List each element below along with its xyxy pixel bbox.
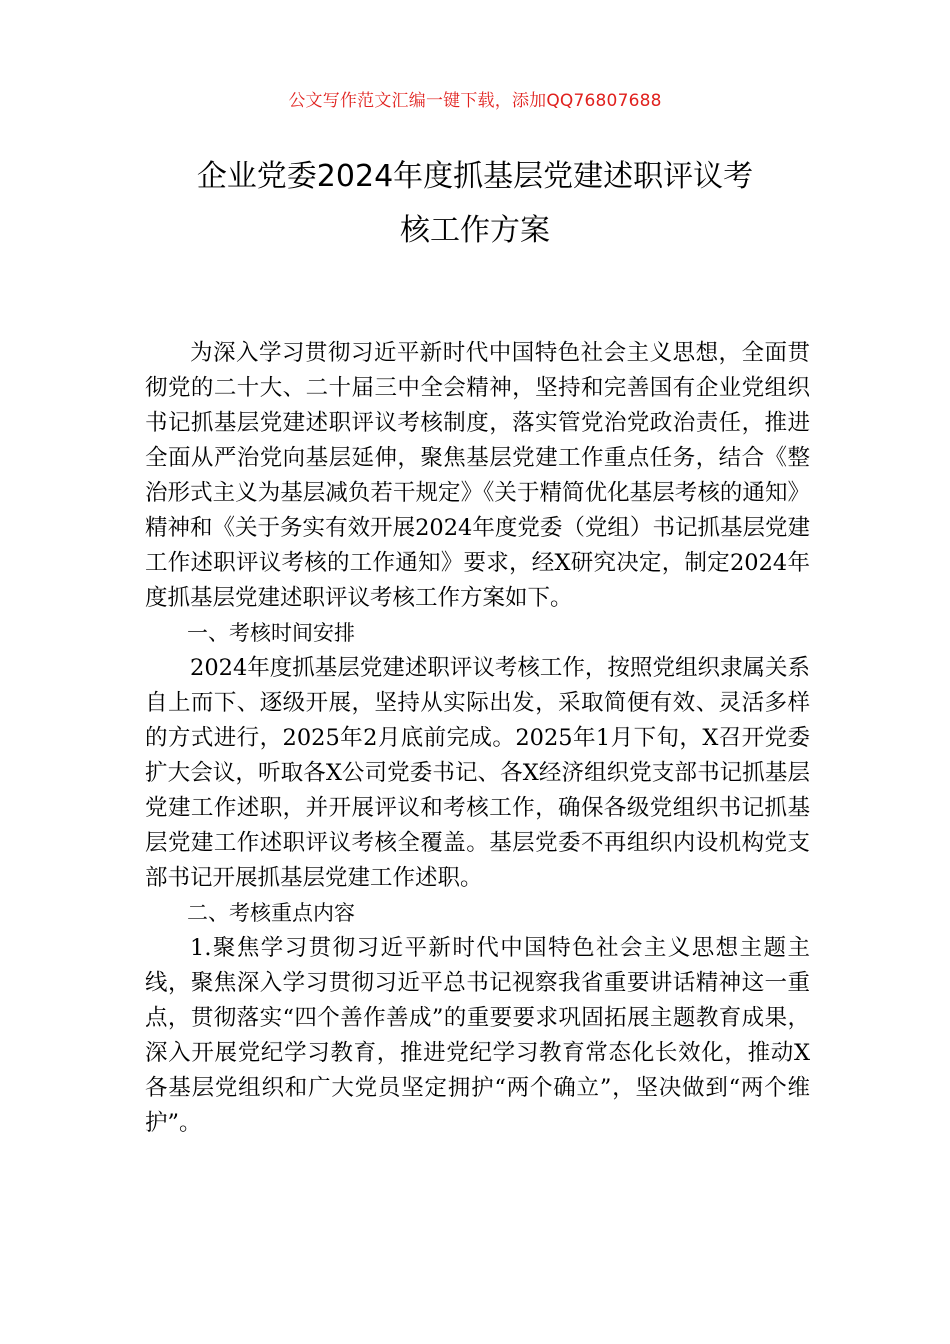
header-download-note: 公文写作范文汇编一键下载，添加QQ76807688 xyxy=(288,91,662,111)
section-heading-schedule: 一、考核时间安排 xyxy=(187,621,355,645)
title-line-2: 核工作方案 xyxy=(400,213,550,248)
schedule-paragraph: 2024年度抓基层党建述职评议考核工作，按照党组织隶属关系自上而下、逐级开展，坚持从实际出发，采取简便有效、灵活多样的方式进行，2025年2月底前完成。2025年1月下旬，X召开党委扩大会议，听取各X公司党委书记、各X经济组织党支部书记抓基层党建工作述职，并开展评议和考核工作，确保各级党组织书记抓基层党建工作述职评议考核全覆盖。基层党委不再组织内设机构党支部书记开展抓基层党建工作述职。 xyxy=(145,655,810,891)
document-title xyxy=(145,150,805,258)
title-line-1: 企业党委2024年度抓基层党建述职评议考 xyxy=(196,159,754,194)
document-body xyxy=(145,336,810,1141)
section-heading-content: 二、考核重点内容 xyxy=(187,901,355,925)
content-item-1-paragraph: 1.聚焦学习贯彻习近平新时代中国特色社会主义思想主题主线，聚焦深入学习贯彻习近平总书记视察我省重要讲话精神这一重点，贯彻落实“四个善作善成”的重要要求巩固拓展主题教育成果，深入开展党纪学习教育，推进党纪学习教育常态化长效化，推动X各基层党组织和广大党员坚定拥护“两个确立”，坚决做到“两个维护”。 xyxy=(145,935,810,1136)
intro-paragraph: 为深入学习贯彻习近平新时代中国特色社会主义思想，全面贯彻党的二十大、二十届三中全会精神，坚持和完善国有企业党组织书记抓基层党建述职评议考核制度，落实管党治党政治责任，推进全面从严治党向基层延伸，聚焦基层党建工作重点任务，结合《整治形式主义为基层减负若干规定》《关于精简优化基层考核的通知》精神和《关于务实有效开展2024年度党委（党组）书记抓基层党建工作述职评议考核的工作通知》要求，经X研究决定，制定2024年度抓基层党建述职评议考核工作方案如下。 xyxy=(145,340,810,611)
